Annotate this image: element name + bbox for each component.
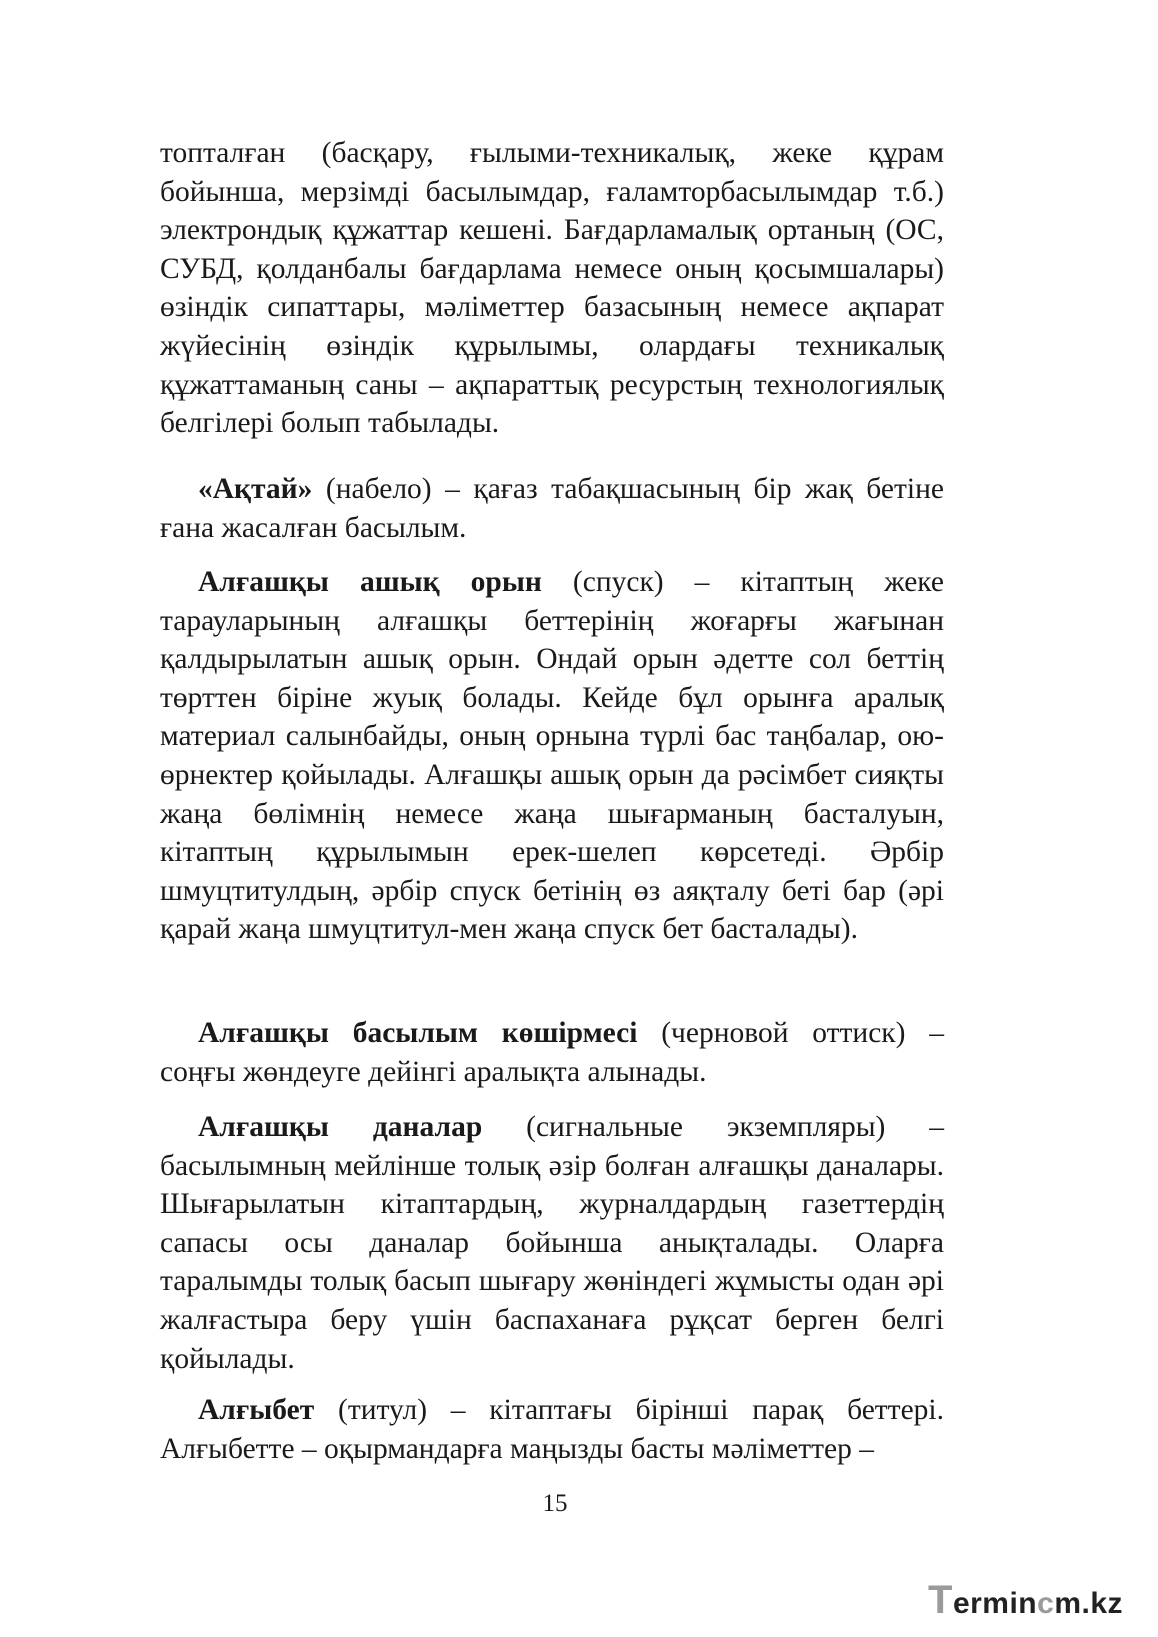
watermark-part1: ermin [952,1587,1038,1620]
definition-algashky-danalar [160,1108,944,1378]
site-watermark-logo [928,1578,1123,1623]
paragraph-text: топталған (басқару, ғылыми-техникалық, жеке құрам бойынша, мерзімді басылымдар, ғаламторбасылымдар т.б.) электрондық құжаттар кешені. Бағдарламалық ортаның (ОС, СУБД, қолданбалы бағдарлама немесе оның қосымшалары) өзіндік сипаттары, мәліметтер базасының немесе ақпарат жүйесінің өзіндік құрылымы, олардағы техникалық құжаттаманың саны – ақпараттық ресурстың технологиялық белгілері болып табылады. [160,137,944,440]
term-heading: Алғыбет [198,1394,315,1426]
paragraph-continuation [160,134,944,443]
term-heading: Алғашқы даналар [198,1111,483,1143]
definition-text: (титул) – кітаптағы бірінші парақ беттері. Алғыбетте – оқырмандарға маңызды басты мәліметтер – [160,1394,944,1465]
watermark-circle: c [1037,1587,1055,1620]
watermark-letter-t: T [928,1578,953,1622]
definition-algashky-ashyk-oryn [160,563,944,949]
definition-aktai [160,470,944,547]
page-number: 15 [542,1490,568,1517]
definition-text: (сигнальные экземпляры) – басылымның мейлінше толық әзір болған алғашқы даналары. Шығарылатын кітаптардың, журналдардың газеттердің сапасы осы даналар бойынша анықталады. Оларға таралымды толық басып шығару жөніндегі жұмысты одан әрі жалғастыра беру үшін баспаханаға рұқсат берген белгі қойылады. [160,1111,945,1375]
definition-algybet [160,1391,944,1468]
term-heading: Алғашқы ашық орын [198,566,542,598]
term-heading: «Ақтай» [198,473,313,505]
definition-algashky-basylym-koshirmesi [160,1014,944,1091]
term-heading: Алғашқы басылым көшірмесі [198,1017,638,1049]
definition-text: (черновой оттиск) – соңғы жөндеуге дейінгі аралықта алынады. [160,1017,944,1088]
definition-text: (спуск) – кітаптың жеке тарауларының алғашқы беттерінің жоғарғы жағынан қалдырылатын ашық орын. Ондай орын әдетте сол беттің төрттен біріне жуық болады. Кейде бұл орынға аралық материал салынбайды, оның орнына түрлі бас таңбалар, ою-өрнектер қойылады. Алғашқы ашық орын да рәсімбет сияқты жаңа бөлімнің немесе жаңа шығарманың басталуын, кітаптың құрылымын ерек-шелеп көрсетеді. Әрбір шмуцтитулдың, әрбір спуск бетінің өз аяқталу беті бар (әрі қарай жаңа шмуцтитул-мен жаңа спуск бет басталады). [160,566,944,946]
definition-text: (набело) – қағаз табақшасының бір жақ бетіне ғана жасалған басылым. [160,473,944,544]
watermark-part2: m.kz [1054,1587,1124,1620]
